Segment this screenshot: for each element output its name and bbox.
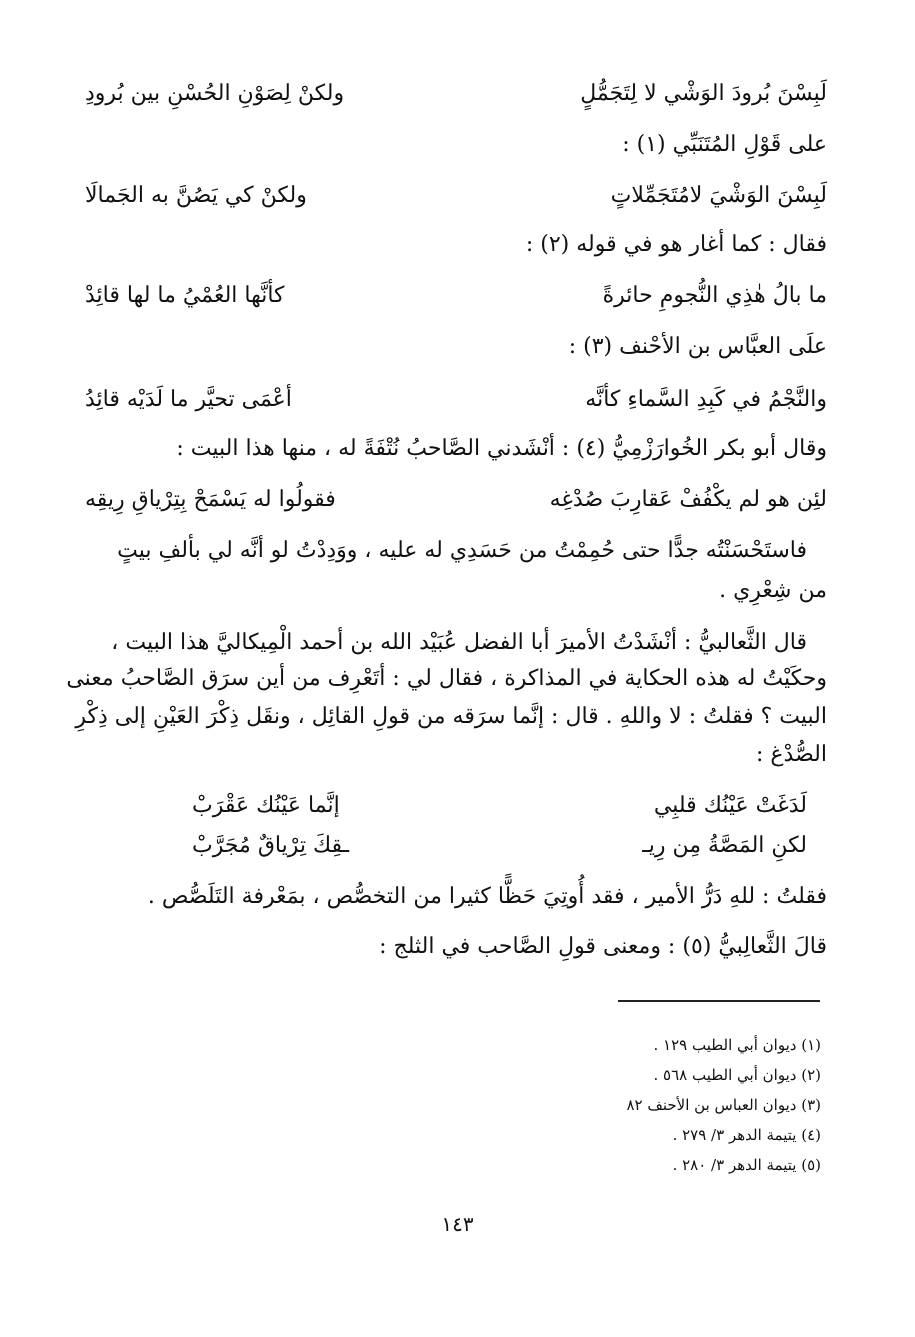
verse-6 — [192, 786, 807, 826]
footnote-4: (٤) يتيمة الدهر ٣/ ٢٧٩ . — [672, 1126, 821, 1144]
paragraph-2-line-4: الصُّدْغ : — [756, 742, 827, 767]
paragraph-2-line-3: البيت ؟ فقلتُ : لا واللهِ . قال : إنَّما سرَقه من قولِ القائِل ، ونقَل ذِكْرَ العَيْنِ إلى ذِكْرِ — [75, 704, 827, 729]
footnote-2: (٢) ديوان أبي الطيب ٥٦٨ . — [653, 1066, 821, 1084]
page-number: ١٤٣ — [441, 1212, 474, 1236]
verse-1 — [85, 74, 827, 114]
verse-7-second-hemistich: ـقِكَ تِرْياقٌ مُجَرَّبْ — [192, 833, 350, 858]
verse-5 — [85, 480, 827, 520]
footnote-5: (٥) يتيمة الدهر ٣/ ٢٨٠ . — [672, 1156, 821, 1174]
verse-4-second-hemistich: أعْمَى تحيَّر ما لَدَيْه قائِدُ — [85, 387, 292, 412]
paragraph-1-line-2: من شِعْرِي . — [719, 578, 827, 603]
footnote-3: (٣) ديوان العباس بن الأحنف ٨٢ — [626, 1096, 821, 1114]
text-line-5: فقلتُ : للهِ دَرُّ الأمير ، فقد أُوتِيَ حَظًّا كثيرا من التخصُّص ، بمَعْرفة التَلَصُّص . — [147, 884, 827, 909]
text-line-4: وقال أبو بكر الخُوارَزْمِيُّ (٤) : أنْشَدني الصَّاحبُ نُتْفَةً له ، منها هذا البيت : — [176, 436, 827, 461]
verse-1-first-hemistich: لَبِسْنَ بُرودَ الوَشْي لا لِتَجَمُّلٍ — [580, 81, 827, 106]
verse-4-first-hemistich: والنَّجْمُ في كَبِدِ السَّماءِ كأنَّه — [585, 387, 827, 412]
text-line-2: فقال : كما أغار هو في قوله (٢) : — [525, 232, 827, 257]
verse-2 — [85, 176, 827, 216]
verse-7-first-hemistich: لكنِ المَصَّةُ مِن رِيـ — [642, 833, 807, 858]
verse-3 — [85, 276, 827, 316]
verse-6-second-hemistich: إنَّما عَيْنُك عَقْرَبْ — [192, 793, 340, 818]
paragraph-2-line-1: قال الثَّعالبيُّ : أنْشَدْتُ الأميرَ أبا الفضل عُبَيْد الله بن أحمد الْمِيكاليَّ هذا البيت ، — [111, 630, 807, 655]
verse-4 — [85, 380, 827, 420]
paragraph-2-line-2: وحكَيْتُ له هذه الحكاية في المذاكرة ، فقال لي : أتَعْرِف من أين سرَق الصَّاحبُ معنى — [66, 666, 827, 691]
footnote-separator — [618, 1000, 820, 1002]
verse-3-first-hemistich: ما بالُ هٰذِي النُّجومِ حائرةً — [602, 283, 827, 308]
verse-2-second-hemistich: ولكنْ كي يَصُنَّ به الجَمالَا — [85, 183, 307, 208]
text-line-1: على قَوْلِ المُتَنَبِّي (١) : — [622, 132, 827, 157]
text-line-6: قالَ الثَّعالِبيُّ (٥) : ومعنى قولِ الصَّاحب في الثلج : — [379, 934, 827, 959]
verse-1-second-hemistich: ولكنْ لِصَوْنِ الحُسْنِ بين بُرودِ — [85, 81, 345, 106]
verse-5-first-hemistich: لئِن هو لم يكْفُفْ عَقارِبَ صُدْغِه — [549, 487, 827, 512]
verse-5-second-hemistich: فقولُوا له يَسْمَحْ بِتِرْياقِ رِيقِه — [85, 487, 336, 512]
verse-2-first-hemistich: لَبِسْنَ الوَشْيَ لامُتَجَمِّلاتٍ — [610, 183, 827, 208]
paragraph-1-line-1: فاستَحْسَنْتُه جدًّا حتى حُمِمْتُ من حَسَدِي له عليه ، ووَدِدْتُ لو أنَّه لي بألفِ بيتٍ — [117, 538, 807, 563]
verse-6-first-hemistich: لَدَغَتْ عَيْنُك قلبِي — [653, 793, 807, 818]
verse-3-second-hemistich: كأنَّها العُمْيُ ما لها قائِدْ — [85, 283, 285, 308]
footnote-1: (١) ديوان أبي الطيب ١٢٩ . — [653, 1036, 821, 1054]
text-line-3: علَى العبَّاس بن الأحْنف (٣) : — [568, 334, 827, 359]
verse-7 — [192, 826, 807, 866]
